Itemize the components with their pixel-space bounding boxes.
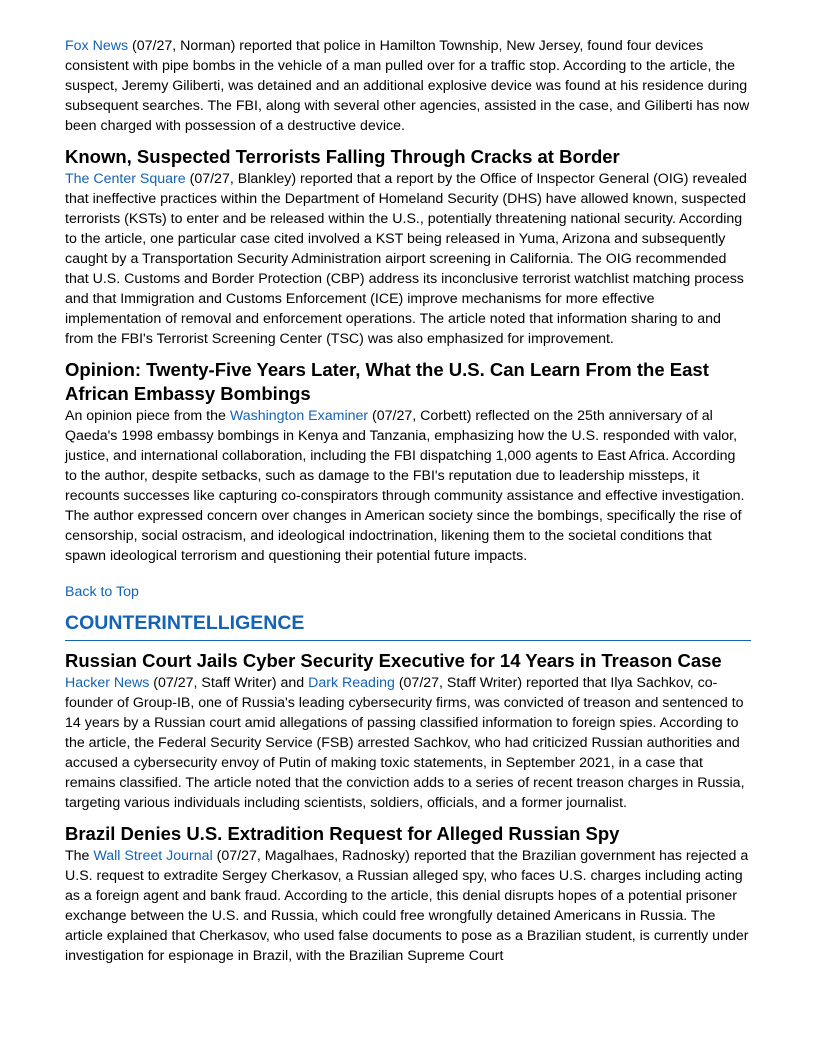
article-text: (07/27, Staff Writer) reported that Ilya Sachkov, co-founder of Group-IB, one of Russia's leading cybersecurity firms, was convicted of treason and sentenced to 14 years by a Russian court amid allegations of passing classified information to foreign spies. According to the article, the Federal Security Service (FSB) arrested Sachkov, who had criticized Russian authorities and accused a cybersecurity envoy of Putin of making toxic statements, in September 2021, in a case that remains classified. The article noted that the conviction adds to a series of recent treason charges in Russia, targeting various individuals including scientists, soldiers, officials, and a former journalist. bbox=[65, 675, 745, 811]
article-text-prefix: The bbox=[65, 848, 94, 864]
source-link-fox-news[interactable]: Fox News bbox=[65, 38, 129, 54]
article-brazil-extradition-body bbox=[65, 846, 751, 966]
section-divider bbox=[65, 640, 751, 641]
article-text: (07/27, Magalhaes, Radnosky) reported that the Brazilian government has rejected a U.S. request to extradite Sergey Cherkasov, a Russian alleged spy, who faces U.S. charges including acting as a foreign agent and bank fraud. According to the article, this denial disrupts hopes of a potential prisoner exchange between the U.S. and Russia, which could free wrongfully detained Americans in Russia. The article explained that Cherkasov, who used false documents to pose as a Brazilian student, is currently under investigation for espionage in Brazil, with the Brazilian Supreme Court bbox=[65, 848, 749, 964]
article-text: (07/27, Norman) reported that police in Hamilton Township, New Jersey, found four devices consistent with pipe bombs in the vehicle of a man pulled over for a traffic stop. According to the article, the suspect, Jeremy Giliberti, was detained and an additional explosive device was found at his residence during subsequent searches. The FBI, along with several other agencies, assisted in the case, and Giliberti has now been charged with possession of a destructive device. bbox=[65, 38, 750, 134]
article-headline-embassy-bombings: Opinion: Twenty-Five Years Later, What the U.S. Can Learn From the East African Embassy Bombings bbox=[65, 359, 709, 404]
article-text: (07/27, Blankley) reported that a report by the Office of Inspector General (OIG) revealed that ineffective practices within the Department of Homeland Security (DHS) have allowed known, suspected terrorists (KSTs) to enter and be released within the U.S., potentially threatening national security. According to the article, one particular case cited involved a KST being released in Yuma, Arizona and subsequently caught by a Transportation Security Administration airport screening in California. The OIG recommended that U.S. Customs and Border Protection (CBP) address its inconclusive terrorist watchlist matching process and that Immigration and Customs Enforcement (ICE) improve mechanisms for more effective implementation of removal and enforcement operations. The article noted that information sharing to and from the FBI's Terrorist Screening Center (TSC) was also emphasized for improvement. bbox=[65, 171, 747, 347]
newsletter-content bbox=[65, 36, 751, 966]
source-link-wall-street-journal[interactable]: Wall Street Journal bbox=[93, 848, 213, 864]
article-russian-court-body bbox=[65, 673, 751, 813]
source-link-hacker-news[interactable]: Hacker News bbox=[65, 675, 150, 691]
source-link-dark-reading[interactable]: Dark Reading bbox=[308, 675, 395, 691]
source-link-center-square[interactable]: The Center Square bbox=[65, 171, 186, 187]
article-embassy-bombings-body bbox=[65, 406, 751, 566]
article-headline-russian-court: Russian Court Jails Cyber Security Executive for 14 Years in Treason Case bbox=[65, 650, 722, 671]
article-text: (07/27, Corbett) reflected on the 25th anniversary of al Qaeda's 1998 embassy bombings in Kenya and Tanzania, emphasizing how the U.S. responded with valor, justice, and international collaboration, including the FBI dispatching 1,000 agents to East Africa. According to the author, despite setbacks, such as damage to the FBI's reputation due to leadership missteps, it recounts successes like capturing co-conspirators through community assistance and effective investigation. The author expressed concern over changes in American society since the bombings, specifically the rise of censorship, social ostracism, and ideological indoctrination, likening them to the societal conditions that spawn ideological terrorism and questioning their potential future impacts. bbox=[65, 408, 745, 564]
source-link-washington-examiner[interactable]: Washington Examiner bbox=[229, 408, 369, 424]
article-headline-brazil-extradition: Brazil Denies U.S. Extradition Request for Alleged Russian Spy bbox=[65, 823, 620, 844]
article-text-connector: (07/27, Staff Writer) and bbox=[149, 675, 309, 691]
article-headline-terrorists-border: Known, Suspected Terrorists Falling Through Cracks at Border bbox=[65, 146, 620, 167]
article-fox-news-body bbox=[65, 36, 751, 136]
article-text-prefix: An opinion piece from the bbox=[65, 408, 230, 424]
article-terrorists-border-body bbox=[65, 169, 751, 349]
section-title-counterintelligence: COUNTERINTELLIGENCE bbox=[65, 612, 305, 634]
back-to-top-link[interactable]: Back to Top bbox=[65, 584, 139, 600]
